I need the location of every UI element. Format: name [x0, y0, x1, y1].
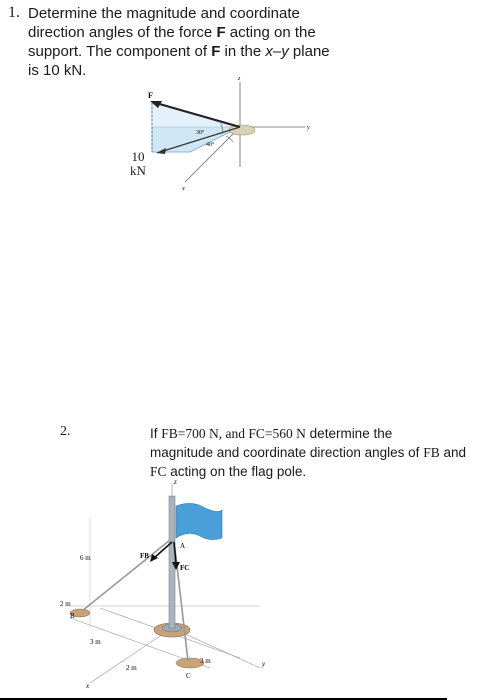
support-base — [229, 125, 255, 135]
force-label: F — [148, 91, 153, 100]
problem-1-line-4: is 10 kN. — [28, 62, 87, 79]
problem-2-line-2: magnitude and coordinate direction angles of FB and — [150, 445, 467, 460]
y-axis-label: y — [307, 125, 310, 131]
dimension-6m: 6 m — [80, 554, 91, 562]
point-b-label: B — [70, 612, 75, 620]
problem-1-figure — [130, 72, 330, 197]
magnitude-unit: kN — [130, 163, 146, 178]
problem-2-line-1: If FB=700 N, and FC=560 N determine the — [150, 426, 393, 441]
x-axis-line — [90, 628, 172, 683]
flag-pole-diagram — [60, 478, 270, 690]
dimension-2m-bottom: 2 m — [126, 664, 137, 672]
x-axis-label: x — [182, 186, 185, 192]
z-axis-label: z — [238, 76, 241, 82]
magnitude-value: 10 — [131, 149, 145, 164]
dimension-3m-left: 3 m — [90, 638, 101, 646]
problem-2-figure — [60, 478, 270, 690]
force-b-label: FB — [140, 552, 149, 560]
angle-30-label: 30° — [196, 130, 205, 136]
dimension-2m-left: 2 m — [60, 600, 71, 608]
dimension-3m-right: 3 m — [200, 657, 211, 665]
problem-1-line-1: Determine the magnitude and coordinate — [28, 5, 300, 22]
angle-40-label: 40° — [206, 142, 215, 148]
problem-2-line-3: FC acting on the flag pole. — [150, 464, 307, 479]
angle-arc-40 — [226, 136, 233, 142]
point-a-label: A — [180, 542, 186, 550]
problem-1-number: 1. — [8, 4, 20, 21]
flag — [176, 503, 222, 539]
z-axis-label: z — [174, 478, 177, 486]
y-axis-label: y — [262, 660, 266, 668]
x-axis-label: x — [86, 682, 90, 690]
problem-2-number: 2. — [60, 424, 71, 439]
cable-b — [82, 540, 170, 611]
magnitude-label — [130, 150, 146, 178]
problem-1-line-2: direction angles of the force F acting on the — [28, 24, 316, 41]
problem-1-line-3: support. The component of F in the x–y plane — [28, 43, 330, 60]
point-c-label: C — [186, 672, 191, 680]
problem-1-text — [28, 4, 428, 80]
force-diagram — [130, 72, 330, 197]
force-c-label: FC — [180, 564, 190, 572]
problem-2-text — [150, 424, 490, 481]
